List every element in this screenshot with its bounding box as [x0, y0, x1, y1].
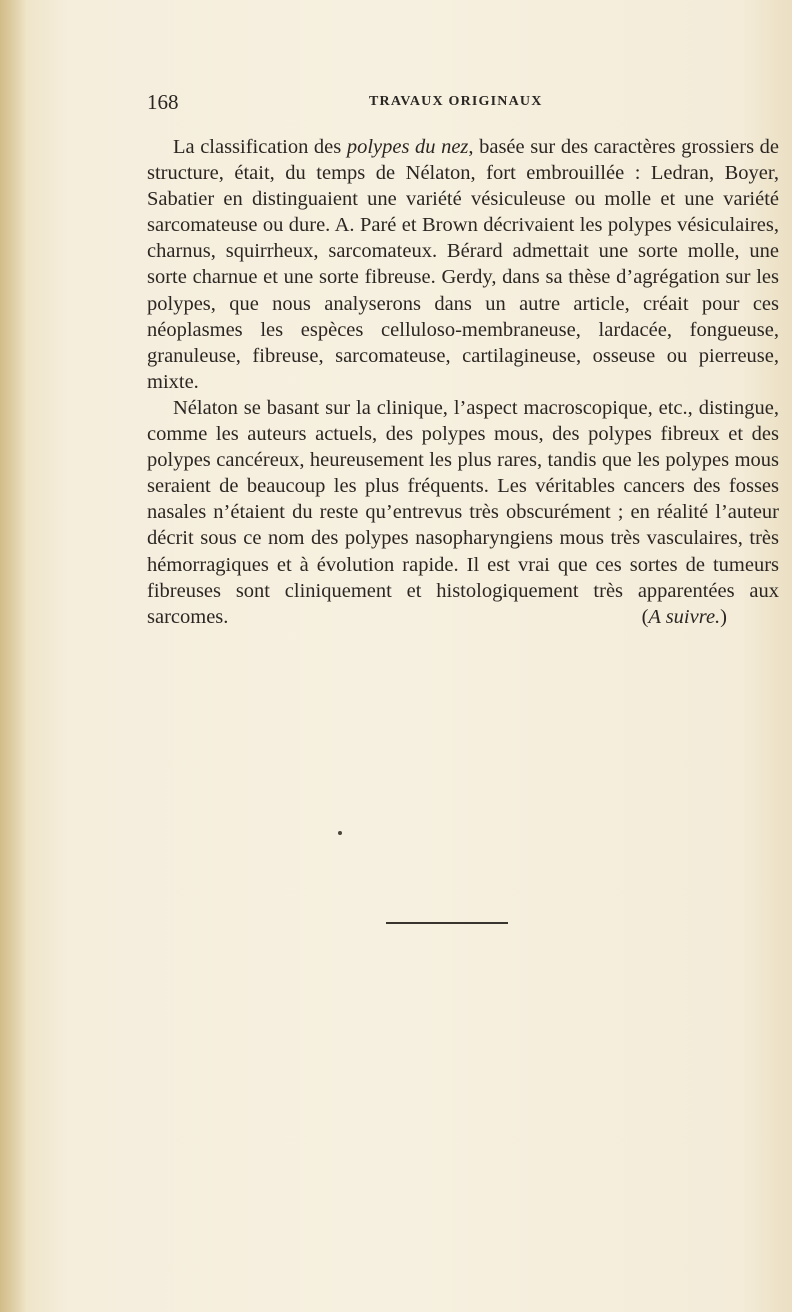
- paragraph-1-text-start: La classification des: [173, 136, 347, 158]
- running-header: [147, 90, 777, 120]
- ink-dot: [338, 831, 342, 835]
- to-be-continued-label: A suivre.: [648, 605, 721, 628]
- running-title: TRAVAUX ORIGINAUX: [369, 94, 543, 109]
- to-be-continued: [616, 604, 727, 630]
- page-edge-stain: [0, 0, 26, 1312]
- section-end-rule: [386, 922, 508, 924]
- paragraph-2-text: Nélaton se basant sur la clinique, l’aspect macroscopique, etc., distingue, comme les auteurs actuels, des polypes mous, des polypes fibreux et des polypes cancéreux, heureusement les plus rares, tandis que les polypes mous seraient de beaucoup les plus fréquents. Les véritables cancers des fosses nasales n’étaient du reste qu’entrevus très obscurément ; en réalité l’auteur décrit sous ce nom des polypes nasopharyngiens mous très vasculaires, très hémorragiques et à évolution rapide. Il est vrai que ces sortes de tumeurs fibreuses sont cliniquement et histologiquement très apparentées aux sarcomes.: [147, 396, 779, 628]
- page-number: 168: [147, 90, 179, 114]
- paragraph-1-text-rest: , basée sur des caractères grossiers de structure, était, du temps de Nélaton, fort embrouillée : Ledran, Boyer, Sabatier en distinguaient une variété vésiculeuse ou molle et une variété sarcomateuse ou dure. A. Paré et Brown décrivaient les polypes vésiculaires, charnus, squirrheux, sarcomateux. Bérard admettait une sorte molle, une sorte charnue et une sorte fibreuse. Gerdy, dans sa thèse d’agrégation sur les polypes, que nous analyserons dans un autre article, créait pour ces néoplasmes les espèces celluloso-membraneuse, lardacée, fongueuse, granuleuse, fibreuse, sarcomateuse, cartilagineuse, osseuse ou pierreuse, mixte.: [147, 136, 779, 393]
- paragraph-1-italic-term: polypes du nez: [346, 136, 469, 158]
- paragraph-nelaton: [147, 395, 779, 630]
- page-right-margin: [792, 0, 800, 1312]
- to-be-continued-open: (: [641, 605, 649, 628]
- to-be-continued-close: ): [720, 605, 727, 628]
- article-body: [147, 134, 779, 630]
- paragraph-classification: [147, 134, 779, 395]
